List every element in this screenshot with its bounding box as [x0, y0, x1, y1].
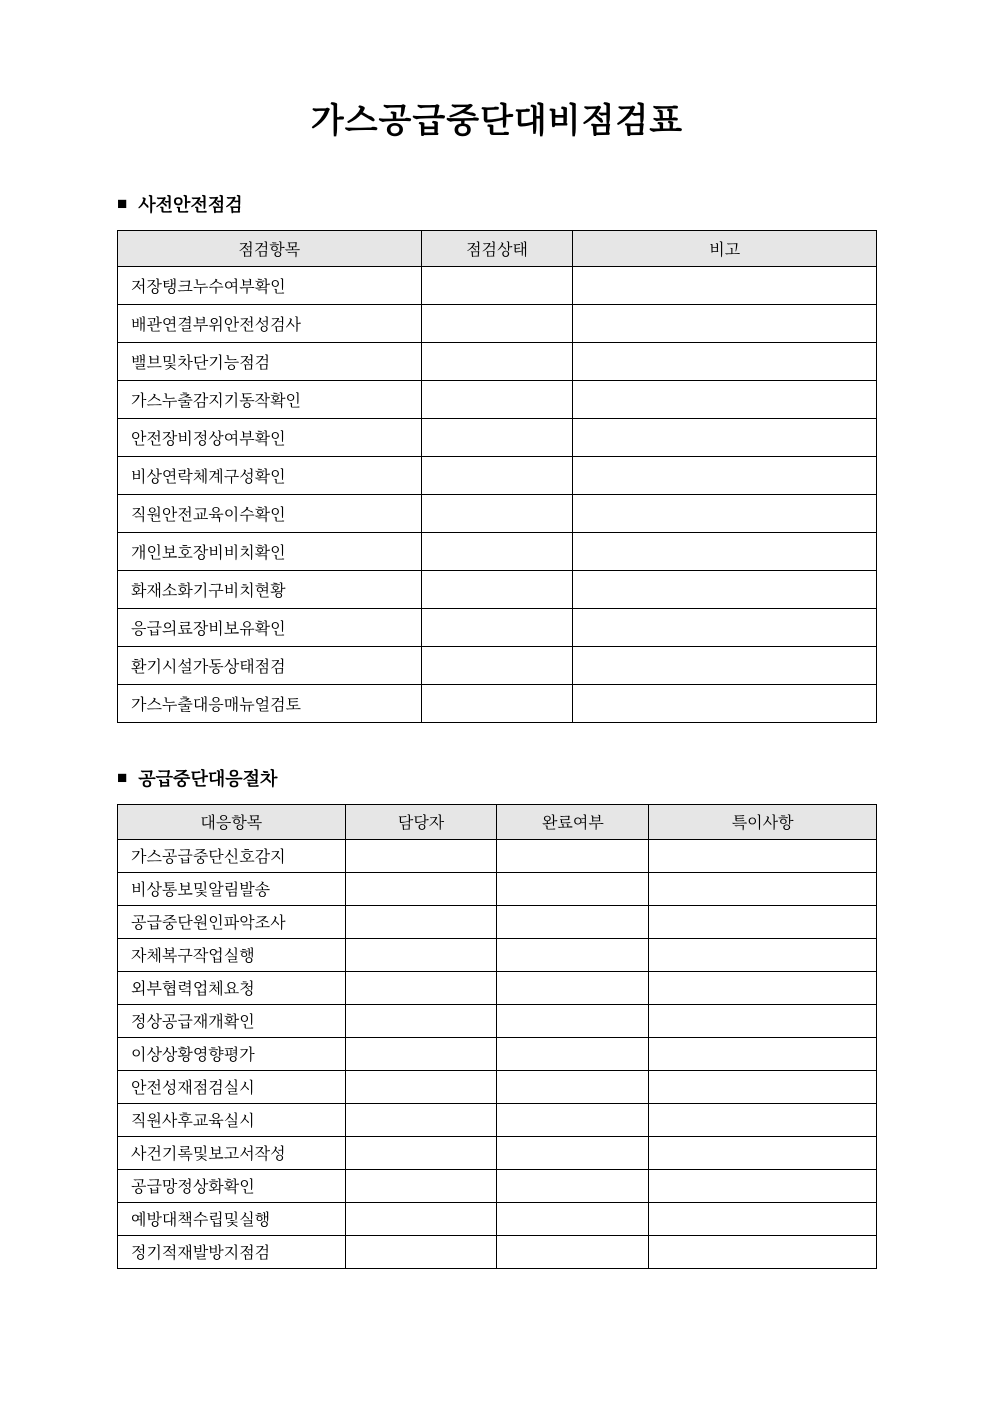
- blank-entry-cell: [421, 418, 573, 456]
- section-supply-interruption-response: [117, 767, 877, 1269]
- column-header: 점검항목: [118, 230, 422, 266]
- item-label-cell: 사건기록및보고서작성: [118, 1136, 346, 1169]
- blank-entry-cell: [421, 532, 573, 570]
- supply-interruption-response-table: [117, 804, 877, 1269]
- blank-entry-cell: [573, 494, 877, 532]
- table-row: [118, 905, 877, 938]
- item-label-cell: 이상상황영향평가: [118, 1037, 346, 1070]
- item-label-cell: 비상연락체계구성확인: [118, 456, 422, 494]
- page-title: 가스공급중단대비점검표: [310, 102, 684, 140]
- section-heading: [117, 767, 877, 791]
- table-row: [118, 1037, 877, 1070]
- item-label-cell: 정상공급재개확인: [118, 1004, 346, 1037]
- blank-entry-cell: [345, 905, 497, 938]
- blank-entry-cell: [649, 1103, 877, 1136]
- pre-safety-check-table: [117, 230, 877, 723]
- table-row: [118, 1169, 877, 1202]
- blank-entry-cell: [497, 1136, 649, 1169]
- blank-entry-cell: [649, 1136, 877, 1169]
- table-row: [118, 1070, 877, 1103]
- section-heading-label: 사전안전점검: [138, 194, 243, 215]
- item-label-cell: 가스누출대응매뉴얼검토: [118, 684, 422, 722]
- blank-entry-cell: [649, 1037, 877, 1070]
- blank-entry-cell: [345, 1103, 497, 1136]
- blank-entry-cell: [649, 872, 877, 905]
- section-heading-label: 공급중단대응절차: [138, 768, 278, 789]
- item-label-cell: 환기시설가동상태점검: [118, 646, 422, 684]
- table-row: [118, 342, 877, 380]
- table-row: [118, 971, 877, 1004]
- blank-entry-cell: [573, 418, 877, 456]
- item-label-cell: 정기적재발방지점검: [118, 1235, 346, 1268]
- table-row: [118, 646, 877, 684]
- blank-entry-cell: [649, 839, 877, 872]
- item-label-cell: 배관연결부위안전성검사: [118, 304, 422, 342]
- column-header: 완료여부: [497, 804, 649, 839]
- blank-entry-cell: [421, 646, 573, 684]
- blank-entry-cell: [345, 1037, 497, 1070]
- section-pre-safety-check: [117, 193, 877, 723]
- table-row: [118, 1235, 877, 1268]
- blank-entry-cell: [497, 1070, 649, 1103]
- item-label-cell: 예방대책수립및실행: [118, 1202, 346, 1235]
- table-row: [118, 494, 877, 532]
- square-bullet-icon: ■: [117, 194, 128, 213]
- blank-entry-cell: [345, 872, 497, 905]
- item-label-cell: 자체복구작업실행: [118, 938, 346, 971]
- item-label-cell: 화재소화기구비치현황: [118, 570, 422, 608]
- item-label-cell: 가스누출감지기동작확인: [118, 380, 422, 418]
- blank-entry-cell: [345, 971, 497, 1004]
- blank-entry-cell: [497, 971, 649, 1004]
- blank-entry-cell: [649, 1169, 877, 1202]
- blank-entry-cell: [573, 380, 877, 418]
- header-row: [118, 804, 877, 839]
- blank-entry-cell: [573, 608, 877, 646]
- blank-entry-cell: [497, 1004, 649, 1037]
- column-header: 비고: [573, 230, 877, 266]
- section-heading: [117, 193, 877, 217]
- column-header: 특이사항: [649, 804, 877, 839]
- table-row: [118, 1004, 877, 1037]
- blank-entry-cell: [497, 1169, 649, 1202]
- column-header: 점검상태: [421, 230, 573, 266]
- table-row: [118, 1103, 877, 1136]
- blank-entry-cell: [573, 456, 877, 494]
- item-label-cell: 비상통보및알림발송: [118, 872, 346, 905]
- column-header: 담당자: [345, 804, 497, 839]
- item-label-cell: 공급중단원인파악조사: [118, 905, 346, 938]
- blank-entry-cell: [497, 938, 649, 971]
- blank-entry-cell: [421, 266, 573, 304]
- item-label-cell: 직원안전교육이수확인: [118, 494, 422, 532]
- blank-entry-cell: [497, 1037, 649, 1070]
- blank-entry-cell: [421, 684, 573, 722]
- blank-entry-cell: [573, 570, 877, 608]
- table-row: [118, 1202, 877, 1235]
- blank-entry-cell: [497, 1235, 649, 1268]
- table-row: [118, 570, 877, 608]
- blank-entry-cell: [345, 1235, 497, 1268]
- blank-entry-cell: [573, 266, 877, 304]
- blank-entry-cell: [421, 456, 573, 494]
- item-label-cell: 안전성재점검실시: [118, 1070, 346, 1103]
- item-label-cell: 직원사후교육실시: [118, 1103, 346, 1136]
- blank-entry-cell: [421, 380, 573, 418]
- blank-entry-cell: [649, 1004, 877, 1037]
- blank-entry-cell: [573, 342, 877, 380]
- blank-entry-cell: [497, 872, 649, 905]
- blank-entry-cell: [497, 1103, 649, 1136]
- column-header: 대응항목: [118, 804, 346, 839]
- table-row: [118, 266, 877, 304]
- table-row: [118, 839, 877, 872]
- blank-entry-cell: [497, 905, 649, 938]
- blank-entry-cell: [649, 905, 877, 938]
- table-row: [118, 456, 877, 494]
- blank-entry-cell: [345, 1202, 497, 1235]
- table-row: [118, 304, 877, 342]
- table-row: [118, 1136, 877, 1169]
- table-row: [118, 872, 877, 905]
- table-row: [118, 608, 877, 646]
- blank-entry-cell: [497, 839, 649, 872]
- blank-entry-cell: [649, 1202, 877, 1235]
- blank-entry-cell: [497, 1202, 649, 1235]
- item-label-cell: 저장탱크누수여부확인: [118, 266, 422, 304]
- blank-entry-cell: [345, 839, 497, 872]
- blank-entry-cell: [421, 342, 573, 380]
- blank-entry-cell: [649, 971, 877, 1004]
- blank-entry-cell: [573, 684, 877, 722]
- blank-entry-cell: [573, 532, 877, 570]
- header-row: [118, 230, 877, 266]
- square-bullet-icon: ■: [117, 768, 128, 787]
- blank-entry-cell: [345, 1004, 497, 1037]
- blank-entry-cell: [649, 1235, 877, 1268]
- blank-entry-cell: [649, 1070, 877, 1103]
- blank-entry-cell: [345, 938, 497, 971]
- table-row: [118, 418, 877, 456]
- blank-entry-cell: [649, 938, 877, 971]
- blank-entry-cell: [345, 1136, 497, 1169]
- item-label-cell: 응급의료장비보유확인: [118, 608, 422, 646]
- blank-entry-cell: [345, 1169, 497, 1202]
- blank-entry-cell: [421, 494, 573, 532]
- item-label-cell: 가스공급중단신호감지: [118, 839, 346, 872]
- blank-entry-cell: [345, 1070, 497, 1103]
- item-label-cell: 개인보호장비비치확인: [118, 532, 422, 570]
- table-row: [118, 380, 877, 418]
- blank-entry-cell: [421, 608, 573, 646]
- table-row: [118, 684, 877, 722]
- item-label-cell: 안전장비정상여부확인: [118, 418, 422, 456]
- blank-entry-cell: [421, 570, 573, 608]
- table-row: [118, 938, 877, 971]
- blank-entry-cell: [421, 304, 573, 342]
- blank-entry-cell: [573, 646, 877, 684]
- table-row: [118, 532, 877, 570]
- item-label-cell: 밸브및차단기능점검: [118, 342, 422, 380]
- item-label-cell: 외부협력업체요청: [118, 971, 346, 1004]
- item-label-cell: 공급망정상화확인: [118, 1169, 346, 1202]
- blank-entry-cell: [573, 304, 877, 342]
